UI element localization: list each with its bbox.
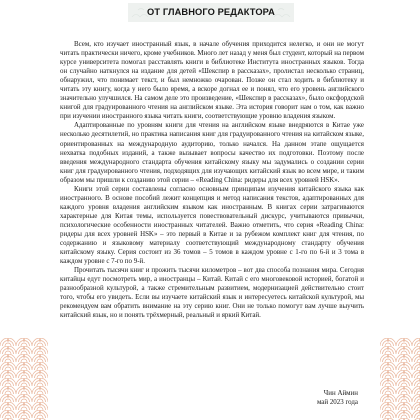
paragraph: Прочитать тысячи книг и прожить тысячи километров – вот два способа познания мира. Сегодня китайцы едут посмотреть мир, а иностранцы – Китай. Китай с его многовековой историей, богатой и разнообразной культурой, а также стремительным развитием, модернизацией действительно стоит того, чтобы его увидеть. Если вы изучаете китайский язык и интересуетесь китайской культурой, мы рекомендуем вам обратить внимание на эту серию книг. Они не только помогут вам лучше выучить китайский язык, но и понять трёхмерный, реальный и яркий Китай.: [60, 266, 364, 320]
paragraph: Книги этой серии составлены согласно основным принципам изучения китайского языка как иностранного. В основе пособий лежит концепция и метод написания текстов, адаптированных для каждого уровня владения английским языком как иностранным. В книгах серии затрагиваются характерные для Китая темы, используется повествовательный дискурс, учитываются привычки, психологические особенности иностранных читателей. Важно отметить, что серия «Reading China: ридеры для всех уровней HSK» – это первый в Китае и за рубежом комплект книг для чтения, по содержанию и языковому материалу соответствующий международному стандарту обучения китайскому языку. Серия состоит из 36 томов – 5 томов в каждом уровне с 1-го по 6-й и 3 тома в каждом уровне с 7-го по 9-й.: [60, 184, 364, 266]
signature-block: [238, 389, 358, 407]
paragraph: Адаптированные по уровням книги для чтения на английском языке внедряются в Китае уже несколько десятилетий, но практика написания книг для градуированного чтения на китайском языке, ориентированных на международную аудиторию, только начался. На данном этапе ощущается нехватка подобных изданий, а также вызывает вопросы качество их подготовки. Поэтому после введения международного стандарта обучения китайскому языку мы задумались о создании серии книг для градуированного чтения, подходящих для изучающих китайский язык во всем мире, и таким образом мы пришли к созданию этой серии – «Reading China: ридеры для всех уровней HSK».: [60, 121, 364, 184]
wave-pattern-right: [380, 338, 420, 420]
signature-name: Чин Аймин: [323, 389, 358, 397]
editor-letter-body: [60, 40, 364, 320]
signature-date: май 2023 года: [316, 398, 358, 407]
page-title: ОТ ГЛАВНОГО РЕДАКТОРА: [147, 7, 275, 17]
paragraph: Всем, кто изучает иностранный язык, в начале обучения приходится нелегко, и они не могут читать практически ничего, кроме учебников. Много лет назад у меня был студент, который на первом курсе университета помогал расставлять книги в библиотеке Института иностранных языков. Тогда он случайно наткнулся на издание для детей «Шекспир в рассказах», пролистал несколько страниц, обнаружил, что понимает текст, и был немножко очарован. Позже он стал ходить в библиотеку и читать эту книгу, когда у него было время, а вскоре догнал ее и понял, что его уровень английского значительно улучшился. На самом деле это произведение, «Шекспир в рассказах», было оксфордской книгой для градуированного чтения на английском языке. Эта история говорит нам о том, как важно при изучении иностранного языка читать книги, соответствующие уровню владения языком.: [60, 40, 364, 121]
wave-pattern-left: [0, 338, 48, 420]
title-band: [128, 3, 294, 22]
